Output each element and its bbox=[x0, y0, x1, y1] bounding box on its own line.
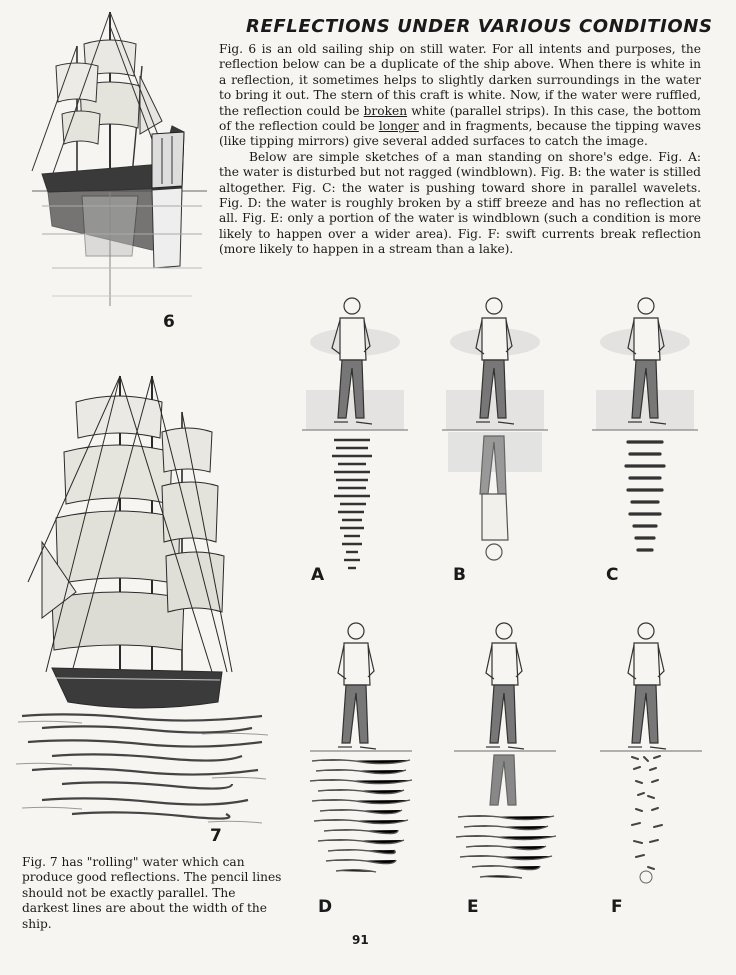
intro-paragraph-2: Below are simple sketches of a man standing on shore's edge. Fig. A: the water is disturbed but not ragged (windblown). Fig. B: the water is stilled altogether. Fig. C: the water is pushing toward shore in parallel wavelets. Fig. D: the water is roughly broken by a stiff breeze and has no reflection at all. Fig. E: only a portion of the water is windblown (such a condition is more likely to happen over a wider area). Fig. F: swift currents break reflection (more likely to happen in a stream than a lake). bbox=[219, 149, 701, 257]
sketch-a-illustration bbox=[300, 290, 410, 580]
underlined-word-longer: longer bbox=[378, 119, 419, 134]
fig7-ship-illustration bbox=[12, 372, 274, 842]
page-title: REFLECTIONS UNDER VARIOUS CONDITIONS bbox=[246, 16, 713, 37]
sketch-b-illustration bbox=[440, 290, 550, 580]
fig7-label: 7 bbox=[210, 826, 222, 846]
fig7-caption: Fig. 7 has "rolling" water which can produce good reflections. The pencil lines should not be exactly parallel. The darkest lines are about the width of the ship. bbox=[22, 855, 282, 931]
sketch-c-label: C bbox=[606, 565, 619, 585]
sketch-c-illustration bbox=[590, 290, 700, 580]
intro-paragraph-1: Fig. 6 is an old sailing ship on still water. For all intents and purposes, the reflection below can be a duplicate of the ship above. When there is white in a reflection, it sometimes helps to slightly darken surroundings in the water to bring it out. The stern of this craft is white. Now, if the water were ruffled, the reflection could be broken white (parallel strips). In this case, the bottom of the reflection could be longer and in fragments, because the tipping waves (like tipping mirrors) give several added surfaces to catch the image. bbox=[219, 42, 701, 149]
sketch-e-illustration bbox=[450, 605, 560, 895]
sketch-a-label: A bbox=[311, 565, 325, 585]
fig6-ship-illustration bbox=[12, 6, 212, 326]
sketch-d-illustration bbox=[306, 605, 416, 895]
page-number: 91 bbox=[352, 933, 369, 947]
sketch-f-illustration bbox=[596, 605, 706, 895]
fig6-label: 6 bbox=[163, 312, 175, 332]
sketch-e-label: E bbox=[467, 897, 479, 917]
sketch-f-label: F bbox=[611, 897, 623, 917]
underlined-word-broken: broken bbox=[363, 103, 408, 118]
intro-text bbox=[219, 42, 701, 258]
sketch-d-label: D bbox=[318, 897, 333, 917]
sketch-b-label: B bbox=[453, 565, 466, 585]
